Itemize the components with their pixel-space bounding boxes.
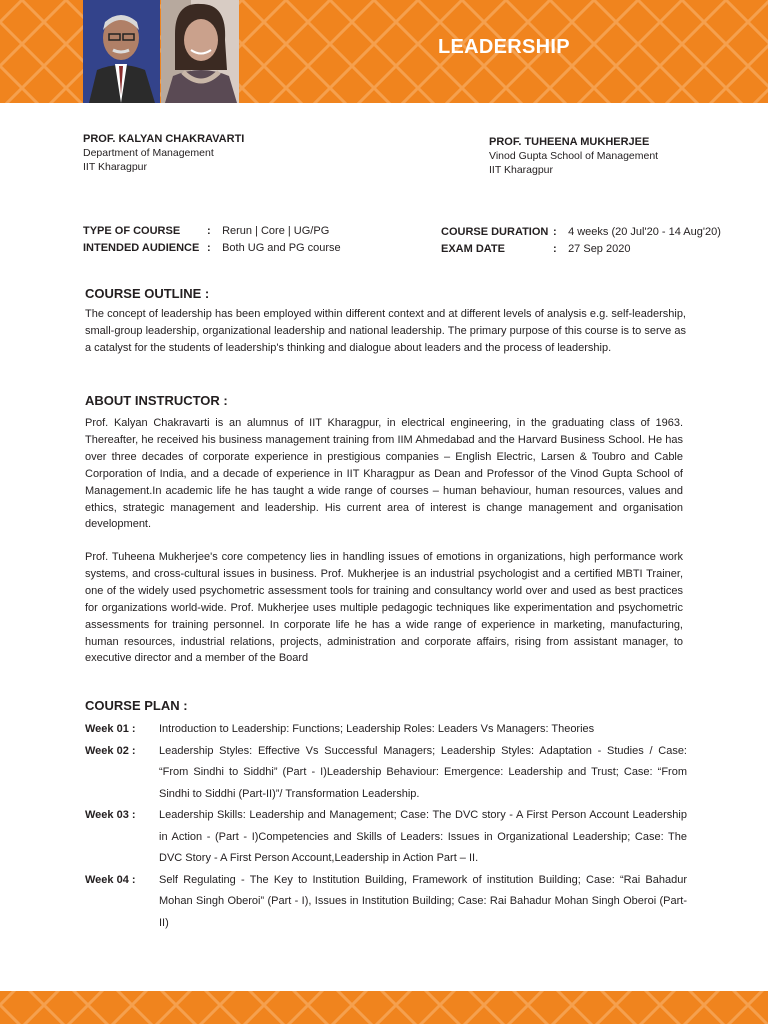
footer-banner	[0, 991, 768, 1024]
week-topics: Self Regulating - The Key to Institution Building, Framework of institution Building; Case: “Rai Bahadur Mohan Singh Oberoi” (Part - I), Issues in Institution Building; Case: Rai Bahadur Mohan Singh Oberoi (Part-II)	[159, 873, 687, 929]
header-banner	[0, 0, 768, 103]
type-of-course-value: Rerun | Core | UG/PG	[222, 225, 330, 237]
diamond-pattern	[0, 991, 768, 1024]
week-label: Week 01 :	[85, 723, 136, 735]
instructor-institute: IIT Kharagpur	[489, 164, 554, 176]
page-title: LEADERSHIP	[438, 36, 570, 58]
course-duration-label: COURSE DURATION	[441, 226, 549, 238]
week-row	[85, 870, 687, 935]
course-meta-left: TYPE OF COURSE : Rerun | Core | UG/PG INTENDED AUDIENCE : Both UG and PG course	[83, 223, 341, 257]
instructor-name: PROF. KALYAN CHAKRAVARTI	[83, 133, 245, 145]
course-plan-heading: COURSE PLAN :	[85, 698, 188, 713]
week-row	[85, 741, 687, 806]
instructor-name: PROF. TUHEENA MUKHERJEE	[489, 136, 650, 148]
about-instructor-heading: ABOUT INSTRUCTOR :	[85, 393, 228, 408]
course-outline-heading: COURSE OUTLINE :	[85, 286, 210, 301]
week-topics: Introduction to Leadership: Functions; Leadership Roles: Leaders Vs Managers: Theories	[159, 723, 595, 735]
instructor-photo-2	[161, 0, 239, 103]
exam-date-label: EXAM DATE	[441, 243, 505, 255]
instructor-block-2	[489, 135, 658, 177]
course-duration-value: 4 weeks (20 Jul'20 - 14 Aug'20)	[568, 226, 721, 238]
course-plan-list	[85, 719, 687, 934]
instructor-institute: IIT Kharagpur	[83, 161, 148, 173]
type-of-course-label: TYPE OF COURSE	[83, 225, 181, 237]
week-label: Week 02 :	[85, 744, 136, 757]
course-meta-right: COURSE DURATION : 4 weeks (20 Jul'20 - 14 Aug'20) EXAM DATE : 27 Sep 2020	[441, 224, 721, 258]
course-outline-text: The concept of leadership has been employed within different context and at different levels of analysis e.g. self-leadership, small-group leadership, organizational leadership and national leadership. The primary purpose of this course is to serve as a catalyst for the students of leadership's thinking and dialogue about leaders and the process of leadership.	[85, 308, 686, 354]
about-instructor-para-2: Prof. Tuheena Mukherjee's core competency lies in handling issues of emotions in organizations, high performance work systems, and cross-cultural issues in business. Prof. Mukherjee is an industrial psychologist and a certified MBTI Trainer, one of the widely used psychometric assessment tools for training and consultancy world over and used as best practices for organizations world-wide. Prof. Mukherjee uses multiple pedagogic techniques like experimentation and psychometric assessments for training personnel. In corporate life he has a wide range of experience in marketing, manufacturing, human resources, industrial relations, projects, administration and corporate affairs, rising from assistant manager, to executive director and a member of the Board	[85, 551, 683, 665]
week-label: Week 03 :	[85, 809, 136, 821]
about-instructor-para-1: Prof. Kalyan Chakravarti is an alumnus of IIT Kharagpur, in electrical engineering, in the graduating class of 1963. Thereafter, he received his business management training from IIM Ahmedabad and the Harvard Business School. He has over three decades of corporate experience in prestigious companies – English Electric, Larsen & Toubro and Cable Corporation of India, and a decade of experience in IIT Kharagpur as Dean and Professor of the Vinod Gupta School of Management.In academic life he has taught a wide range of courses – human behaviour, human resources, values and ethics, strategic management and leadership. His current area of interest is change management and organisation development.	[85, 417, 683, 531]
intended-audience-label: INTENDED AUDIENCE	[83, 242, 200, 254]
instructor-department: Vinod Gupta School of Management	[489, 150, 659, 162]
exam-date-value: 27 Sep 2020	[568, 243, 631, 255]
intended-audience-value: Both UG and PG course	[222, 242, 341, 254]
week-topics: Leadership Skills: Leadership and Management; Case: The DVC story - A First Person Account Leadership in Action - (Part - I)Competencies and Skills of Leaders: Issues in Organizational Leadership; Case: The DVC Story - A First Person Account,Leadership in Action Part – II.	[159, 809, 687, 864]
instructor-department: Department of Management	[83, 147, 214, 159]
week-row	[85, 805, 687, 870]
week-label: Week 04 :	[85, 873, 136, 886]
instructor-photo-1	[83, 0, 160, 103]
week-topics: Leadership Styles: Effective Vs Successful Managers; Leadership Styles: Adaptation - Studies / Case: “From Sindhi to Siddhi” (Part - I)Leadership Behaviour: Emergence: Leadership and Trust; Case: “From Sindhi to Siddhi (Part-II)”/ Transformation Leadership.	[159, 744, 687, 800]
week-row	[85, 719, 687, 741]
instructor-block-1	[83, 132, 244, 174]
